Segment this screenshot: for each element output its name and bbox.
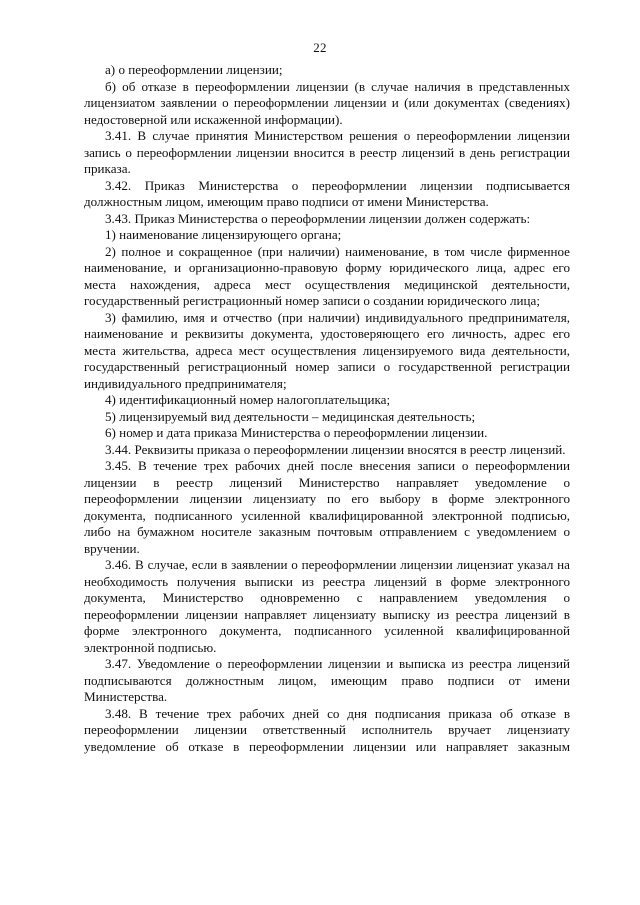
document-body	[84, 62, 570, 755]
list-item: 4) идентификационный номер налогоплательщика;	[105, 392, 391, 407]
paragraph: 3.48. В течение трех рабочих дней со дня подписания приказа об отказе в переоформлении лицензии ответственный исполнитель вручает лицензиату уведомление об отказе в переоформлении лицензии или направляет заказным	[84, 705, 570, 754]
list-item: 1) наименование лицензирующего органа;	[105, 227, 342, 242]
paragraph: 3.41. В случае принятия Министерством решения о переоформлении лицензии запись о переоформлении лицензии вносится в реестр лицензий в день регистрации приказа.	[84, 128, 570, 176]
page-number: 22	[313, 40, 327, 55]
paragraph: 3.44. Реквизиты приказа о переоформлении лицензии вносятся в реестр лицензий.	[105, 441, 566, 457]
paragraph: 3.46. В случае, если в заявлении о переоформлении лицензии лицензиат указал на необходимость получения выписки из реестра лицензий в форме электронного документа, Министерство одновременно с направлением уведомления о переоформлении лицензии направляет лицензиату выписку из реестра лицензий в форме электронного документа, подписанного усиленной квалифицированной электронной подписью.	[84, 557, 570, 655]
paragraph: 3.47. Уведомление о переоформлении лицензии и выписка из реестра лицензий подписываются должностным лицом, имеющим право подписи от имени Министерства.	[84, 656, 570, 704]
paragraph: б) об отказе в переоформлении лицензии (в случае наличия в представленных лицензиатом заявлении о переоформлении лицензии и (или документах (сведениях) недостоверной или искаженной информации).	[84, 78, 570, 127]
paragraph: 3.43. Приказ Министерства о переоформлении лицензии должен содержать:	[105, 210, 531, 226]
paragraph: 3.42. Приказ Министерства о переоформлении лицензии подписывается должностным лицом, имеющим право подписи от имени Министерства.	[84, 177, 570, 209]
paragraph: а) о переоформлении лицензии;	[105, 62, 283, 77]
list-item: 2) полное и сокращенное (при наличии) наименование, в том числе фирменное наименование, и организационно-правовую форму юридического лица, адрес его места нахождения, адреса мест осуществления медицинской деятельности, государственный регистрационный номер записи о создании юридического лица;	[84, 243, 570, 308]
list-item: 3) фамилию, имя и отчество (при наличии) индивидуального предпринимателя, наименование и реквизиты документа, удостоверяющего его личность, адрес его места жительства, адреса мест осуществления лицензируемого вида деятельности, государственный регистрационный номер записи о государственной регистрации индивидуального предпринимателя;	[84, 309, 570, 391]
paragraph: 3.45. В течение трех рабочих дней после внесения записи о переоформлении лицензии в реестр лицензий Министерство направляет уведомление о переоформлении лицензии лицензиату по его выбору в форме электронного документа, подписанного усиленной квалифицированной электронной подписью, либо на бумажном носителе заказным почтовым отправлением с уведомлением о вручении.	[84, 458, 570, 556]
list-item: 6) номер и дата приказа Министерства о переоформлении лицензии.	[105, 425, 488, 440]
list-item: 5) лицензируемый вид деятельности – медицинская деятельность;	[105, 408, 476, 424]
